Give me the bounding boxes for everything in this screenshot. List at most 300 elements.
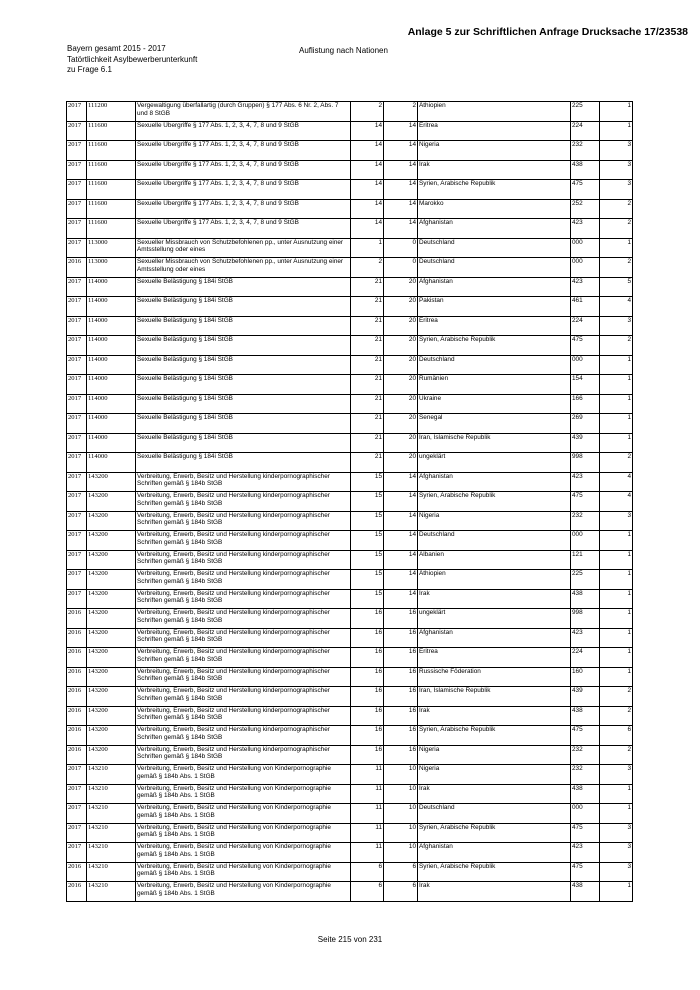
cell-cases-solved: 0 — [384, 238, 418, 258]
cell-offense: Verbreitung, Erwerb, Besitz und Herstellung von Kinderpornographie gemäß § 184b Abs. 1 StGB — [136, 882, 351, 902]
cell-nationality-code: 439 — [571, 433, 600, 453]
cell-offense-code: 143210 — [87, 862, 136, 882]
cell-suspects: 2 — [600, 453, 633, 473]
cell-cases-solved: 10 — [384, 823, 418, 843]
cell-cases-solved: 14 — [384, 160, 418, 180]
cell-offense-code: 143200 — [87, 687, 136, 707]
table-row — [67, 609, 633, 629]
cell-nationality-code: 438 — [571, 784, 600, 804]
cell-nationality-code: 423 — [571, 843, 600, 863]
cell-cases-total: 15 — [351, 472, 384, 492]
cell-nationality: Eritrea — [418, 648, 571, 668]
cell-year: 2016 — [67, 648, 87, 668]
table-row — [67, 121, 633, 141]
cell-offense: Sexuelle Belästigung § 184i StGB — [136, 394, 351, 414]
cell-cases-total: 21 — [351, 336, 384, 356]
cell-offense-code: 111200 — [87, 102, 136, 122]
cell-cases-total: 11 — [351, 823, 384, 843]
cell-offense: Verbreitung, Erwerb, Besitz und Herstellung von Kinderpornographie gemäß § 184b Abs. 1 StGB — [136, 823, 351, 843]
cell-offense: Verbreitung, Erwerb, Besitz und Herstellung von Kinderpornographie gemäß § 184b Abs. 1 StGB — [136, 843, 351, 863]
cell-year: 2017 — [67, 433, 87, 453]
table-row — [67, 628, 633, 648]
cell-cases-solved: 14 — [384, 492, 418, 512]
cell-offense: Sexuelle Belästigung § 184i StGB — [136, 355, 351, 375]
cell-nationality-code: 423 — [571, 628, 600, 648]
cell-suspects: 4 — [600, 297, 633, 317]
cell-suspects: 1 — [600, 648, 633, 668]
cell-nationality-code: 225 — [571, 102, 600, 122]
table-row — [67, 882, 633, 902]
cell-year: 2017 — [67, 823, 87, 843]
cell-year: 2017 — [67, 277, 87, 297]
table-row — [67, 199, 633, 219]
cell-cases-total: 21 — [351, 453, 384, 473]
cell-suspects: 1 — [600, 784, 633, 804]
cell-year: 2016 — [67, 726, 87, 746]
cell-nationality: Deutschland — [418, 804, 571, 824]
cell-nationality: Syrien, Arabische Republik — [418, 726, 571, 746]
cell-suspects: 2 — [600, 706, 633, 726]
cell-nationality: ungeklärt — [418, 453, 571, 473]
cell-nationality: Deutschland — [418, 238, 571, 258]
table-row — [67, 160, 633, 180]
cell-year: 2017 — [67, 180, 87, 200]
cell-nationality: Senegal — [418, 414, 571, 434]
cell-offense-code: 143200 — [87, 648, 136, 668]
cell-offense-code: 111600 — [87, 160, 136, 180]
cell-offense-code: 114000 — [87, 355, 136, 375]
cell-offense-code: 143200 — [87, 609, 136, 629]
table-row — [67, 219, 633, 239]
cell-cases-total: 2 — [351, 258, 384, 278]
cell-nationality-code: 224 — [571, 121, 600, 141]
cell-nationality: Deutschland — [418, 355, 571, 375]
cell-year: 2017 — [67, 375, 87, 395]
cell-nationality-code: 252 — [571, 199, 600, 219]
cell-offense-code: 111600 — [87, 121, 136, 141]
table-row — [67, 316, 633, 336]
cell-nationality-code: 166 — [571, 394, 600, 414]
cell-offense-code: 143200 — [87, 745, 136, 765]
cell-offense: Verbreitung, Erwerb, Besitz und Herstellung kinderpornographischer Schriften gemäß § 184b StGB — [136, 550, 351, 570]
cell-year: 2016 — [67, 258, 87, 278]
cell-year: 2016 — [67, 667, 87, 687]
cell-offense-code: 114000 — [87, 336, 136, 356]
cell-suspects: 2 — [600, 745, 633, 765]
cell-nationality-code: 475 — [571, 726, 600, 746]
cell-offense: Verbreitung, Erwerb, Besitz und Herstellung von Kinderpornographie gemäß § 184b Abs. 1 StGB — [136, 765, 351, 785]
table-row — [67, 336, 633, 356]
cell-year: 2017 — [67, 765, 87, 785]
cell-nationality: Syrien, Arabische Republik — [418, 823, 571, 843]
cell-cases-total: 15 — [351, 511, 384, 531]
cell-cases-solved: 16 — [384, 667, 418, 687]
cell-cases-total: 15 — [351, 492, 384, 512]
cell-suspects: 1 — [600, 628, 633, 648]
cell-nationality: Russische Föderation — [418, 667, 571, 687]
cell-nationality-code: 269 — [571, 414, 600, 434]
table-row — [67, 433, 633, 453]
cell-suspects: 1 — [600, 589, 633, 609]
cell-year: 2017 — [67, 531, 87, 551]
cell-offense: Verbreitung, Erwerb, Besitz und Herstellung kinderpornographischer Schriften gemäß § 184b StGB — [136, 570, 351, 590]
cell-offense-code: 143200 — [87, 726, 136, 746]
cell-offense: Verbreitung, Erwerb, Besitz und Herstellung kinderpornographischer Schriften gemäß § 184b StGB — [136, 589, 351, 609]
cell-cases-solved: 16 — [384, 648, 418, 668]
cell-nationality: Afghanistan — [418, 219, 571, 239]
cell-cases-solved: 2 — [384, 102, 418, 122]
cell-offense: Sexuelle Belästigung § 184i StGB — [136, 277, 351, 297]
cell-cases-solved: 0 — [384, 258, 418, 278]
table-row — [67, 238, 633, 258]
report-meta — [67, 44, 197, 76]
cell-offense-code: 143210 — [87, 843, 136, 863]
cell-cases-total: 21 — [351, 414, 384, 434]
cell-suspects: 1 — [600, 375, 633, 395]
cell-suspects: 1 — [600, 355, 633, 375]
cell-cases-solved: 14 — [384, 472, 418, 492]
cell-offense-code: 143210 — [87, 784, 136, 804]
document-annex-title: Anlage 5 zur Schriftlichen Anfrage Drucksache 17/23538 — [407, 26, 688, 38]
cell-nationality: Irak — [418, 784, 571, 804]
cell-cases-solved: 14 — [384, 141, 418, 161]
cell-offense-code: 143200 — [87, 550, 136, 570]
cell-year: 2017 — [67, 414, 87, 434]
cell-nationality: Nigeria — [418, 745, 571, 765]
cell-cases-total: 11 — [351, 765, 384, 785]
cell-suspects: 1 — [600, 667, 633, 687]
cell-cases-total: 14 — [351, 141, 384, 161]
cell-year: 2017 — [67, 570, 87, 590]
cell-suspects: 1 — [600, 121, 633, 141]
cell-cases-total: 14 — [351, 121, 384, 141]
table-row — [67, 492, 633, 512]
cell-suspects: 5 — [600, 277, 633, 297]
cell-year: 2017 — [67, 160, 87, 180]
cell-cases-solved: 14 — [384, 180, 418, 200]
table-row — [67, 589, 633, 609]
cell-cases-solved: 20 — [384, 414, 418, 434]
cell-offense: Verbreitung, Erwerb, Besitz und Herstellung kinderpornographischer Schriften gemäß § 184b StGB — [136, 706, 351, 726]
cell-offense-code: 143200 — [87, 667, 136, 687]
cell-nationality: Syrien, Arabische Republik — [418, 180, 571, 200]
table-row — [67, 355, 633, 375]
cell-suspects: 2 — [600, 219, 633, 239]
cell-year: 2017 — [67, 199, 87, 219]
page-number: Seite 215 von 231 — [317, 935, 383, 944]
cell-cases-solved: 10 — [384, 843, 418, 863]
cell-cases-solved: 20 — [384, 433, 418, 453]
cell-suspects: 4 — [600, 492, 633, 512]
cell-nationality: Rumänien — [418, 375, 571, 395]
cell-nationality-code: 439 — [571, 687, 600, 707]
cell-nationality-code: 475 — [571, 823, 600, 843]
cell-cases-solved: 14 — [384, 550, 418, 570]
cell-cases-total: 21 — [351, 375, 384, 395]
cell-nationality: Nigeria — [418, 765, 571, 785]
cell-cases-total: 16 — [351, 706, 384, 726]
table-row — [67, 550, 633, 570]
cell-cases-solved: 20 — [384, 336, 418, 356]
cell-nationality: Irak — [418, 589, 571, 609]
cell-cases-total: 15 — [351, 531, 384, 551]
cell-suspects: 3 — [600, 180, 633, 200]
cell-suspects: 1 — [600, 433, 633, 453]
cell-nationality: Äthiopien — [418, 570, 571, 590]
table-row — [67, 648, 633, 668]
cell-offense: Sexuelle Übergriffe § 177 Abs. 1, 2, 3, 4, 7, 8 und 9 StGB — [136, 219, 351, 239]
cell-year: 2017 — [67, 511, 87, 531]
cell-suspects: 1 — [600, 570, 633, 590]
cell-nationality: Eritrea — [418, 316, 571, 336]
cell-suspects: 2 — [600, 199, 633, 219]
table-row — [67, 277, 633, 297]
cell-offense-code: 114000 — [87, 375, 136, 395]
cell-suspects: 1 — [600, 609, 633, 629]
cell-offense: Verbreitung, Erwerb, Besitz und Herstellung kinderpornographischer Schriften gemäß § 184b StGB — [136, 531, 351, 551]
table-row — [67, 141, 633, 161]
cell-year: 2016 — [67, 862, 87, 882]
cell-suspects: 1 — [600, 414, 633, 434]
table-row — [67, 394, 633, 414]
cell-cases-total: 14 — [351, 160, 384, 180]
cell-suspects: 1 — [600, 102, 633, 122]
cell-nationality-code: 000 — [571, 258, 600, 278]
cell-offense: Verbreitung, Erwerb, Besitz und Herstellung von Kinderpornographie gemäß § 184b Abs. 1 StGB — [136, 804, 351, 824]
cell-year: 2017 — [67, 472, 87, 492]
cell-cases-total: 21 — [351, 277, 384, 297]
cell-suspects: 3 — [600, 141, 633, 161]
cell-nationality-code: 224 — [571, 316, 600, 336]
table-row — [67, 102, 633, 122]
table-row — [67, 804, 633, 824]
cell-year: 2017 — [67, 784, 87, 804]
cell-offense: Sexuelle Belästigung § 184i StGB — [136, 336, 351, 356]
cell-cases-solved: 14 — [384, 121, 418, 141]
cell-nationality: Iran, Islamische Republik — [418, 687, 571, 707]
cell-nationality-code: 224 — [571, 648, 600, 668]
cell-offense-code: 143210 — [87, 823, 136, 843]
cell-nationality-code: 225 — [571, 570, 600, 590]
cell-offense-code: 143200 — [87, 492, 136, 512]
cell-nationality: Albanien — [418, 550, 571, 570]
cell-suspects: 2 — [600, 258, 633, 278]
cell-cases-solved: 14 — [384, 570, 418, 590]
cell-nationality-code: 475 — [571, 336, 600, 356]
table-row — [67, 375, 633, 395]
cell-offense: Verbreitung, Erwerb, Besitz und Herstellung kinderpornographischer Schriften gemäß § 184b StGB — [136, 472, 351, 492]
cell-cases-solved: 16 — [384, 628, 418, 648]
cell-year: 2017 — [67, 589, 87, 609]
cell-offense-code: 114000 — [87, 297, 136, 317]
cell-offense: Sexuelle Übergriffe § 177 Abs. 1, 2, 3, 4, 7, 8 und 9 StGB — [136, 160, 351, 180]
cell-cases-total: 21 — [351, 297, 384, 317]
cell-nationality: Syrien, Arabische Republik — [418, 862, 571, 882]
cell-cases-total: 15 — [351, 550, 384, 570]
cell-offense-code: 114000 — [87, 277, 136, 297]
cell-nationality-code: 423 — [571, 219, 600, 239]
cell-offense: Verbreitung, Erwerb, Besitz und Herstellung kinderpornographischer Schriften gemäß § 184b StGB — [136, 628, 351, 648]
cell-offense-code: 143200 — [87, 570, 136, 590]
table-row — [67, 453, 633, 473]
cell-offense: Verbreitung, Erwerb, Besitz und Herstellung von Kinderpornographie gemäß § 184b Abs. 1 StGB — [136, 784, 351, 804]
cell-year: 2017 — [67, 550, 87, 570]
cell-nationality: Afghanistan — [418, 628, 571, 648]
cell-cases-total: 21 — [351, 355, 384, 375]
cell-offense: Verbreitung, Erwerb, Besitz und Herstellung kinderpornographischer Schriften gemäß § 184b StGB — [136, 726, 351, 746]
cell-suspects: 1 — [600, 804, 633, 824]
cell-nationality-code: 475 — [571, 862, 600, 882]
table-row — [67, 765, 633, 785]
cell-nationality-code: 154 — [571, 375, 600, 395]
cell-offense: Verbreitung, Erwerb, Besitz und Herstellung kinderpornographischer Schriften gemäß § 184b StGB — [136, 511, 351, 531]
cell-cases-solved: 16 — [384, 687, 418, 707]
cell-cases-solved: 20 — [384, 394, 418, 414]
cell-nationality: ungeklärt — [418, 609, 571, 629]
table-row — [67, 843, 633, 863]
table-row — [67, 297, 633, 317]
cell-offense-code: 143200 — [87, 472, 136, 492]
cell-cases-total: 21 — [351, 316, 384, 336]
cell-year: 2017 — [67, 238, 87, 258]
cell-offense-code: 113000 — [87, 258, 136, 278]
cell-nationality: Iran, Islamische Republik — [418, 433, 571, 453]
cell-nationality-code: 232 — [571, 511, 600, 531]
table-row — [67, 531, 633, 551]
table-row — [67, 745, 633, 765]
table-row — [67, 258, 633, 278]
cell-cases-solved: 14 — [384, 219, 418, 239]
cell-year: 2016 — [67, 882, 87, 902]
cell-offense-code: 111600 — [87, 180, 136, 200]
cell-offense-code: 143210 — [87, 804, 136, 824]
cell-nationality: Nigeria — [418, 141, 571, 161]
cell-cases-total: 15 — [351, 570, 384, 590]
cell-year: 2017 — [67, 804, 87, 824]
report-scope: Bayern gesamt 2015 - 2017 — [67, 44, 166, 53]
cell-nationality-code: 998 — [571, 453, 600, 473]
cell-offense-code: 143210 — [87, 882, 136, 902]
cell-cases-total: 16 — [351, 628, 384, 648]
cell-year: 2016 — [67, 609, 87, 629]
cell-cases-total: 16 — [351, 648, 384, 668]
cell-offense-code: 111600 — [87, 199, 136, 219]
cell-nationality-code: 000 — [571, 531, 600, 551]
cell-cases-total: 16 — [351, 687, 384, 707]
cell-year: 2017 — [67, 394, 87, 414]
cell-offense: Sexuelle Übergriffe § 177 Abs. 1, 2, 3, 4, 7, 8 und 9 StGB — [136, 121, 351, 141]
cell-cases-total: 14 — [351, 219, 384, 239]
cell-cases-solved: 16 — [384, 609, 418, 629]
table-row — [67, 667, 633, 687]
cell-cases-total: 16 — [351, 609, 384, 629]
cell-nationality: Marokko — [418, 199, 571, 219]
cell-suspects: 3 — [600, 843, 633, 863]
cell-nationality-code: 232 — [571, 765, 600, 785]
cell-suspects: 1 — [600, 531, 633, 551]
report-location: Tatörtlichkeit Asylbewerberunterkunft — [67, 54, 198, 64]
cell-suspects: 3 — [600, 765, 633, 785]
cell-nationality-code: 423 — [571, 472, 600, 492]
cell-nationality: Afghanistan — [418, 472, 571, 492]
cell-suspects: 4 — [600, 472, 633, 492]
report-question: zu Frage 6.1 — [67, 65, 112, 74]
table-row — [67, 472, 633, 492]
cell-cases-solved: 14 — [384, 511, 418, 531]
cell-year: 2017 — [67, 297, 87, 317]
cell-offense: Sexuelle Übergriffe § 177 Abs. 1, 2, 3, 4, 7, 8 und 9 StGB — [136, 199, 351, 219]
table-row — [67, 687, 633, 707]
cell-cases-total: 6 — [351, 862, 384, 882]
cell-nationality: Syrien, Arabische Republik — [418, 336, 571, 356]
cell-offense-code: 143200 — [87, 531, 136, 551]
cell-suspects: 1 — [600, 882, 633, 902]
table-row — [67, 784, 633, 804]
report-subtitle: Auflistung nach Nationen — [299, 46, 388, 55]
cell-offense: Sexuelle Belästigung § 184i StGB — [136, 316, 351, 336]
cell-offense-code: 114000 — [87, 414, 136, 434]
cell-nationality-code: 232 — [571, 745, 600, 765]
cell-cases-total: 11 — [351, 804, 384, 824]
data-table — [66, 101, 633, 902]
cell-cases-solved: 10 — [384, 804, 418, 824]
cell-year: 2017 — [67, 141, 87, 161]
cell-offense: Sexuelle Belästigung § 184i StGB — [136, 414, 351, 434]
cell-offense: Sexueller Missbrauch von Schutzbefohlenen pp., unter Ausnutzung einer Amtsstellung oder eines — [136, 258, 351, 278]
cell-year: 2016 — [67, 687, 87, 707]
cell-nationality: Nigeria — [418, 511, 571, 531]
cell-cases-solved: 10 — [384, 784, 418, 804]
cell-year: 2017 — [67, 121, 87, 141]
cell-year: 2016 — [67, 706, 87, 726]
cell-offense-code: 143200 — [87, 589, 136, 609]
cell-offense-code: 111600 — [87, 141, 136, 161]
cell-offense: Verbreitung, Erwerb, Besitz und Herstellung kinderpornographischer Schriften gemäß § 184b StGB — [136, 745, 351, 765]
cell-nationality: Afghanistan — [418, 843, 571, 863]
cell-cases-total: 21 — [351, 433, 384, 453]
cell-nationality-code: 232 — [571, 141, 600, 161]
table-row — [67, 862, 633, 882]
cell-cases-total: 15 — [351, 589, 384, 609]
cell-offense: Sexuelle Belästigung § 184i StGB — [136, 433, 351, 453]
cell-nationality-code: 461 — [571, 297, 600, 317]
cell-nationality: Syrien, Arabische Republik — [418, 492, 571, 512]
cell-offense: Vergewaltigung überfallartig (durch Gruppen) § 177 Abs. 6 Nr. 2, Abs. 7 und 8 StGB — [136, 102, 351, 122]
cell-suspects: 2 — [600, 687, 633, 707]
cell-nationality-code: 000 — [571, 804, 600, 824]
cell-cases-solved: 16 — [384, 745, 418, 765]
cell-cases-total: 11 — [351, 843, 384, 863]
cell-cases-solved: 6 — [384, 882, 418, 902]
cell-nationality: Eritrea — [418, 121, 571, 141]
cell-suspects: 1 — [600, 550, 633, 570]
cell-cases-total: 16 — [351, 745, 384, 765]
cell-year: 2017 — [67, 219, 87, 239]
cell-year: 2017 — [67, 355, 87, 375]
cell-cases-total: 14 — [351, 199, 384, 219]
cell-nationality-code: 000 — [571, 355, 600, 375]
table-row — [67, 706, 633, 726]
cell-nationality: Irak — [418, 882, 571, 902]
cell-offense: Sexuelle Belästigung § 184i StGB — [136, 375, 351, 395]
cell-offense: Sexuelle Belästigung § 184i StGB — [136, 297, 351, 317]
cell-offense: Verbreitung, Erwerb, Besitz und Herstellung kinderpornographischer Schriften gemäß § 184b StGB — [136, 687, 351, 707]
cell-offense: Sexuelle Übergriffe § 177 Abs. 1, 2, 3, 4, 7, 8 und 9 StGB — [136, 180, 351, 200]
cell-cases-solved: 14 — [384, 589, 418, 609]
cell-offense-code: 114000 — [87, 453, 136, 473]
cell-cases-solved: 16 — [384, 706, 418, 726]
cell-cases-solved: 10 — [384, 765, 418, 785]
